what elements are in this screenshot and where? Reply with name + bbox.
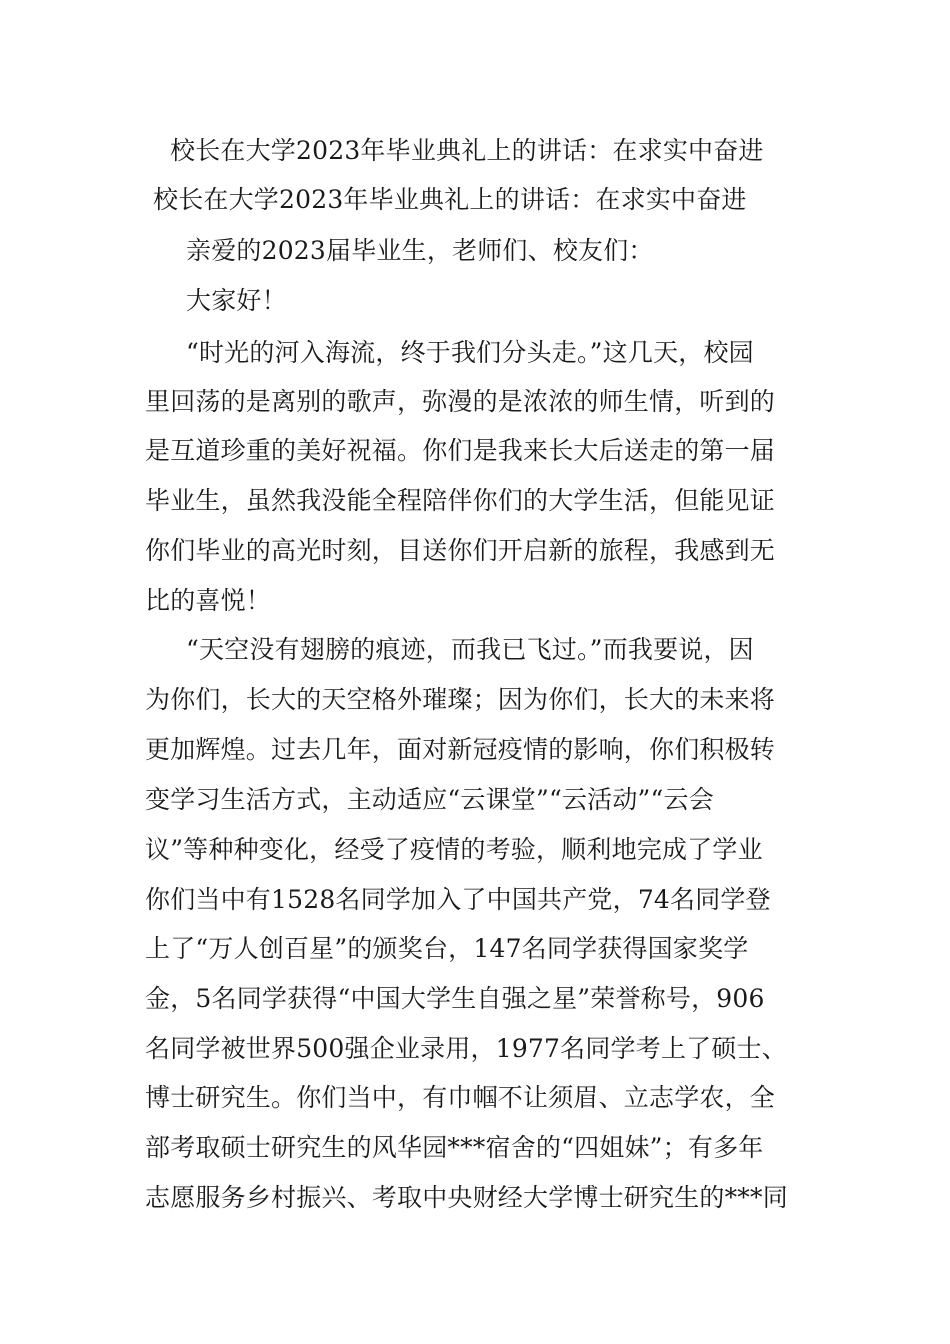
document-title-repeat: 校长在大学2023年毕业典礼上的讲话：在求实中奋进 [153,185,747,214]
paragraph-line: 更加辉煌。过去几年，面对新冠疫情的影响，你们积极转 [145,735,776,764]
paragraph-line: 是互道珍重的美好祝福。你们是我来长大后送走的第一届 [145,436,776,465]
paragraph-line: 毕业生，虽然我没能全程陪伴你们的大学生活，但能见证 [145,486,776,515]
paragraph-line: 议”等种种变化，经受了疫情的考验，顺利地完成了学业 [145,835,763,864]
paragraph-line: 为你们，长大的天空格外璀璨；因为你们，长大的未来将 [145,685,776,714]
paragraph-line: 名同学被世界500强企业录用，1977名同学考上了硕士、 [145,1034,787,1063]
paragraph-line: 你们毕业的高光时刻，目送你们开启新的旅程，我感到无 [145,536,776,565]
paragraph-line: 金，5名同学获得“中国大学生自强之星”荣誉称号，906 [145,984,765,1013]
paragraph-line: “时光的河入海流，终于我们分头走。”这几天，校园 [186,338,754,367]
paragraph-line: 博士研究生。你们当中，有巾帼不让须眉、立志学农，全 [145,1083,776,1112]
document-title: 校长在大学2023年毕业典礼上的讲话：在求实中奋进 [170,136,764,165]
paragraph-line: “天空没有翅膀的痕迹，而我已飞过。”而我要说，因 [186,635,754,664]
paragraph-line: 志愿服务乡村振兴、考取中央财经大学博士研究生的***同 [145,1183,788,1212]
salutation: 亲爱的2023届毕业生，老师们、校友们： [186,236,654,265]
greeting: 大家好！ [186,286,287,315]
paragraph-line: 里回荡的是离别的歌声，弥漫的是浓浓的师生情，听到的 [145,387,776,416]
paragraph-line: 你们当中有1528名同学加入了中国共产党，74名同学登 [145,885,771,914]
paragraph-line: 变学习生活方式，主动适应“云课堂”“云活动”“云会 [145,785,714,814]
paragraph-line: 比的喜悦！ [145,586,272,615]
paragraph-line: 上了“万人创百星”的颁奖台，147名同学获得国家奖学 [145,934,749,963]
paragraph-line: 部考取硕士研究生的风华园***宿舍的“四姐妹”；有多年 [145,1133,764,1162]
